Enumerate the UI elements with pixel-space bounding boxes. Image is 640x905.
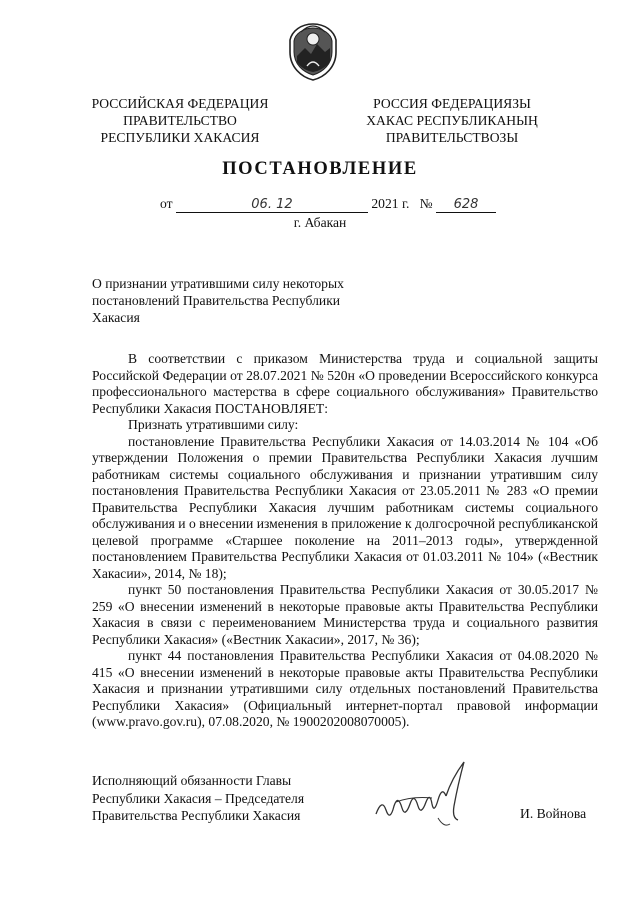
- body-paragraph: пункт 44 постановления Правительства Республики Хакасия от 04.08.2020 № 415 «О внесении изменений в некоторые правовые акты Правительства Республики Хакасия и признании утратившими силу отдельных постановлений Правительства Республики Хакасия» (Официальный интернет-портал правовой информации (www.pravo.gov.ru), 07.08.2020, № 1900202008070005).: [92, 648, 598, 729]
- number-sign: №: [419, 196, 433, 211]
- header-right-line: РОССИЯ ФЕДЕРАЦИЯЗЫ: [373, 96, 531, 111]
- signer-position-line: Исполняющий обязанности Главы: [92, 773, 292, 788]
- header-left: [80, 95, 280, 146]
- header-left-line: РОССИЙСКАЯ ФЕДЕРАЦИЯ: [91, 96, 269, 111]
- signer-name: И. Войнова: [520, 806, 587, 821]
- handwritten-date: 06. 12: [176, 198, 368, 213]
- header-right: [352, 95, 552, 146]
- subject-line: О признании утратившими силу некоторых: [92, 276, 344, 291]
- coat-of-arms-icon: [287, 22, 339, 82]
- subject-line: Хакасия: [92, 310, 140, 325]
- header-left-line: ПРАВИТЕЛЬСТВО: [123, 113, 237, 128]
- document-subject: [92, 275, 370, 326]
- city-label: г. Абакан: [293, 215, 347, 230]
- handwritten-signature: [372, 758, 482, 834]
- date-line: [160, 196, 496, 213]
- subject-line: постановлений Правительства Республики: [92, 293, 341, 308]
- year-label: 2021 г.: [371, 196, 410, 211]
- document-title: ПОСТАНОВЛЕНИЕ: [222, 159, 418, 179]
- header-right-line: ПРАВИТЕЛЬСТВОЗЫ: [385, 130, 519, 145]
- body-paragraph: Признать утратившими силу:: [128, 417, 299, 432]
- header-right-line: ХАКАС РЕСПУБЛИКАНЫҢ: [366, 113, 538, 128]
- body-paragraph: В соответствии с приказом Министерства труда и социальной защиты Российской Федерации от 28.07.2021 № 520н «О проведении Всероссийского конкурса профессионального мастерства в сфере социального обслуживания» Правительство Республики Хакасия ПОСТАНОВЛЯЕТ:: [92, 351, 598, 416]
- body-paragraph: пункт 50 постановления Правительства Республики Хакасия от 30.05.2017 № 259 «О внесении изменений в некоторые правовые акты Правительства Республики Хакасия в связи с переименованием Министерства труда и социального развития Республики Хакасия» («Вестник Хакасии», 2017, № 36);: [92, 582, 598, 647]
- document-body: [92, 351, 598, 731]
- signer-position-line: Республики Хакасия – Председателя: [92, 790, 305, 806]
- date-prefix: от: [160, 196, 173, 211]
- header-left-line: РЕСПУБЛИКИ ХАКАСИЯ: [100, 130, 260, 145]
- handwritten-number: 628: [436, 198, 496, 213]
- signer-position: [92, 772, 304, 825]
- signer-position-line: Правительства Республики Хакасия: [92, 808, 301, 823]
- body-paragraph: постановление Правительства Республики Хакасия от 14.03.2014 № 104 «Об утверждении Положения о премии Правительства Республики Хакасия лучшим работникам системы социального обслуживания и признании утратившим силу постановления Правительства Республики Хакасия от 23.05.2011 № 283 «О премии Правительства Республики Хакасия лучшим работникам системы социального обслуживания и о внесении изменения в приложение к долгосрочной республиканской целевой программе «Старшее поколение на 2011–2013 годы», утвержденной постановлением Правительства Республики Хакасия от 01.03.2011 № 104» («Вестник Хакасии», 2014, № 18);: [92, 433, 598, 581]
